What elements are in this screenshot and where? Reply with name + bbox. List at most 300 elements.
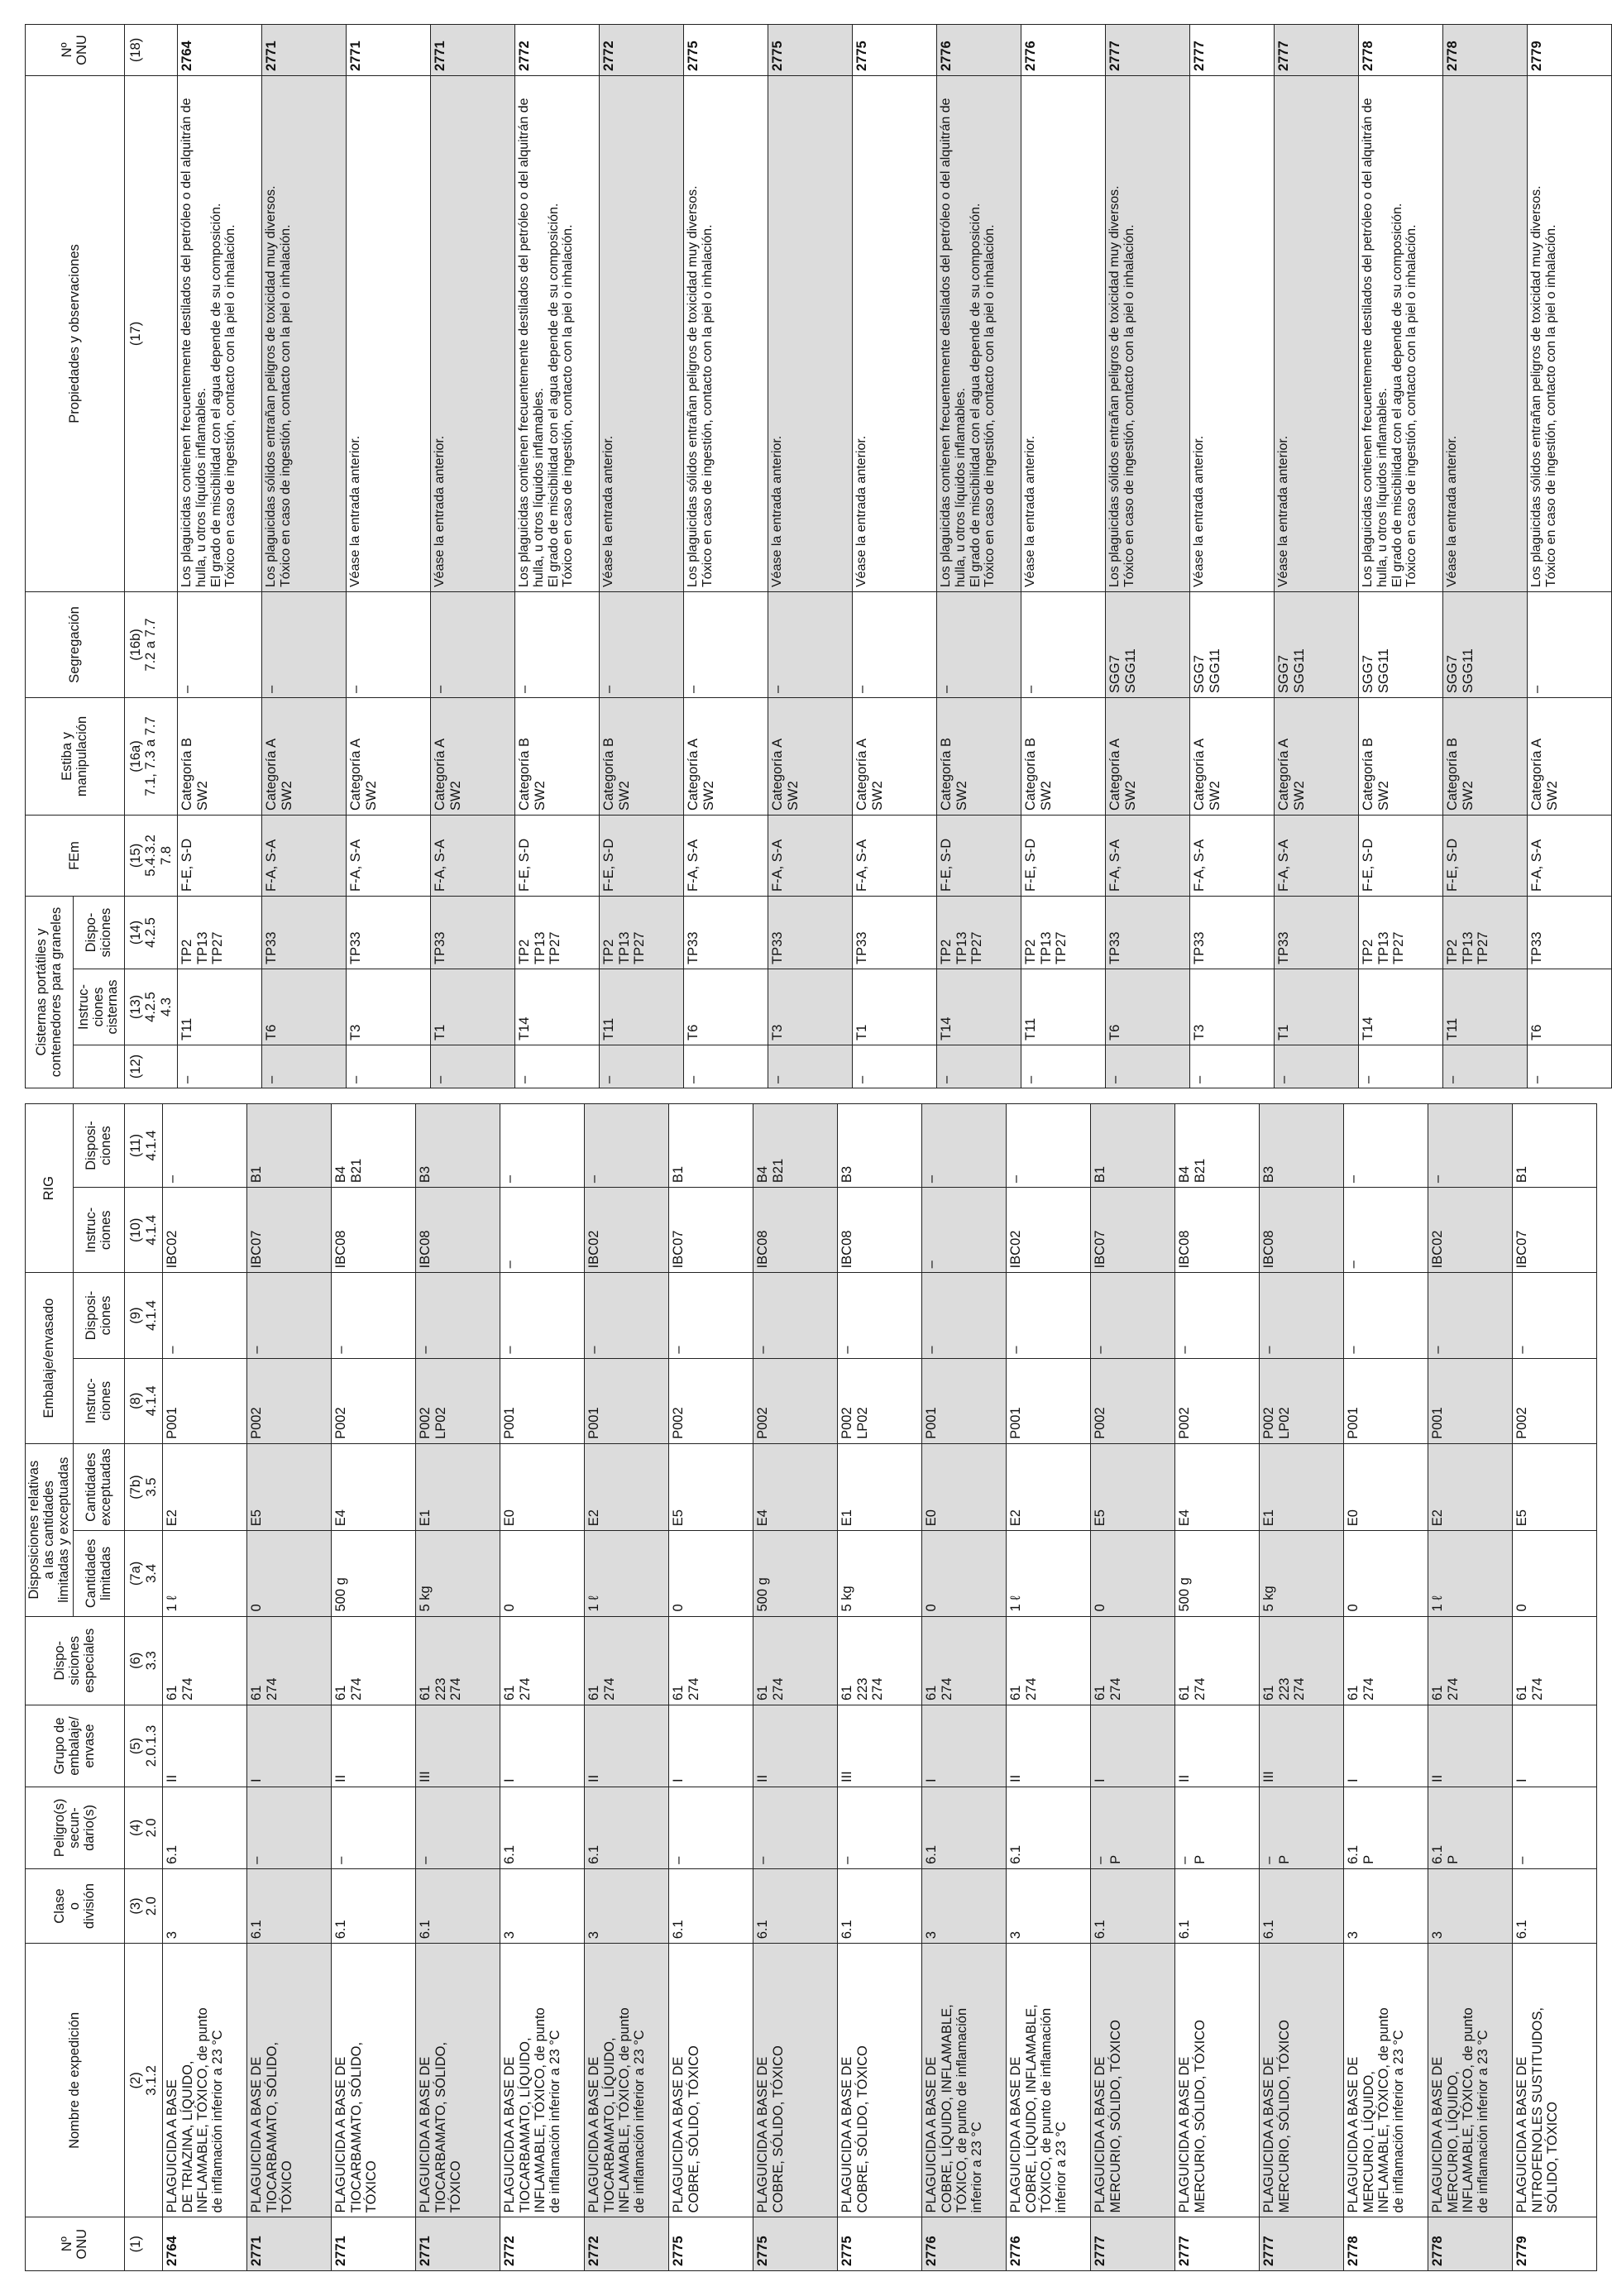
cell-peligro: – — [416, 1787, 500, 1868]
table-row — [1513, 1104, 1597, 2271]
cell-cisterna-instrucciones: T1 — [853, 969, 937, 1045]
cell-cisterna-instrucciones: T11 — [1021, 969, 1106, 1045]
colnum-7b: (7b) 3.5 — [125, 1443, 163, 1530]
cell-estiba: Categoría B SW2 — [515, 697, 600, 815]
table-row — [163, 1104, 247, 2271]
table-row — [332, 1104, 416, 2271]
cell-rig-instrucciones: IBC07 — [1513, 1188, 1597, 1273]
cell-disp-especiales: 61 223 274 — [416, 1616, 500, 1705]
cell-emb-instrucciones: P001 — [500, 1358, 585, 1443]
cell-cisterna-instrucciones: T3 — [768, 969, 853, 1045]
cell-nombre: PLAGUICIDA A BASE DE MERCURIO, LÍQUIDO, INFLAMABLE, TÓXICO, de punto de inflamación inferior a 23 °C — [1344, 1944, 1428, 2217]
cell-col12: – — [178, 1045, 262, 1088]
cell-clase: 6.1 — [1091, 1868, 1175, 1943]
cell-cisterna-disposiciones: TP33 — [853, 896, 937, 969]
cell-segregacion: SGG7 SGG11 — [1275, 591, 1359, 697]
cell-onu: 2778 — [1344, 2217, 1428, 2271]
cell-emb-disposiciones: – — [163, 1273, 247, 1358]
cell-col12: – — [1528, 1045, 1612, 1088]
cell-propiedades: Los plaguicidas contienen frecuentemente destilados del petróleo o del alquitrán de hulla, u otros líquidos inflamables. El grado de miscibilidad con el agua depende de su composición. Tóxico en caso de ingestión, contacto con la piel o inhalación. — [937, 75, 1021, 591]
cell-rig-instrucciones: – — [1344, 1188, 1428, 1273]
cell-onu-right: 2772 — [515, 24, 600, 75]
table-row — [431, 24, 515, 1088]
cell-onu: 2777 — [1260, 2217, 1344, 2271]
table-row — [937, 24, 1021, 1088]
cell-grupo: III — [1260, 1705, 1344, 1787]
cell-rig-instrucciones: IBC08 — [416, 1188, 500, 1273]
cell-emb-instrucciones: P002 LP02 — [1260, 1358, 1344, 1443]
cell-clase: 6.1 — [753, 1868, 838, 1943]
cell-clase: 6.1 — [1175, 1868, 1260, 1943]
cell-clase: 3 — [163, 1868, 247, 1943]
cell-col12: – — [853, 1045, 937, 1088]
cell-onu-right: 2772 — [600, 24, 684, 75]
cell-cisterna-instrucciones: T11 — [1443, 969, 1528, 1045]
cell-cant-limitadas: 5 kg — [1260, 1531, 1344, 1616]
header-emb-disposiciones: Disposi- ciones — [74, 1273, 125, 1358]
header-cant-exceptuadas: Cantidades exceptuadas — [74, 1443, 125, 1530]
cell-grupo: I — [922, 1705, 1007, 1787]
cell-rig-instrucciones: IBC07 — [1091, 1188, 1175, 1273]
cell-cant-limitadas: 5 kg — [416, 1531, 500, 1616]
cell-cant-limitadas: 0 — [247, 1531, 332, 1616]
cell-emb-disposiciones: – — [922, 1273, 1007, 1358]
cell-emb-instrucciones: P001 — [1007, 1358, 1091, 1443]
table-row — [262, 24, 347, 1088]
cell-rig-disposiciones: – — [1007, 1104, 1091, 1188]
cell-grupo: II — [1428, 1705, 1513, 1787]
cell-cisterna-disposiciones: TP33 — [431, 896, 515, 969]
cell-segregacion: – — [937, 591, 1021, 697]
cell-cant-limitadas: 500 g — [1175, 1531, 1260, 1616]
cell-cant-limitadas: 5 kg — [838, 1531, 922, 1616]
cell-estiba: Categoría B SW2 — [1021, 697, 1106, 815]
cell-cisterna-disposiciones: TP33 — [1106, 896, 1190, 969]
cell-emb-instrucciones: P002 — [332, 1358, 416, 1443]
cell-emb-instrucciones: P002 — [247, 1358, 332, 1443]
cell-grupo: I — [1091, 1705, 1175, 1787]
cell-nombre: PLAGUICIDA A BASE DE TIOCARBAMATO, SÓLIDO, TÓXICO — [332, 1944, 416, 2217]
cell-disp-especiales: 61 274 — [1344, 1616, 1428, 1705]
table-row — [838, 1104, 922, 2271]
cell-segregacion: – — [262, 591, 347, 697]
cell-nombre: PLAGUICIDA A BASE DE COBRE, SÓLIDO, TÓXICO — [669, 1944, 753, 2217]
cell-disp-especiales: 61 274 — [163, 1616, 247, 1705]
cell-segregacion: – — [431, 591, 515, 697]
cell-peligro: – — [838, 1787, 922, 1868]
cell-estiba: Categoría A SW2 — [768, 697, 853, 815]
cell-onu: 2775 — [753, 2217, 838, 2271]
cell-propiedades: Véase la entrada anterior. — [768, 75, 853, 591]
cell-cant-exceptuadas: E0 — [500, 1443, 585, 1530]
cell-fem: F-E, S-D — [937, 815, 1021, 896]
header-emb-instrucciones: Instruc- ciones — [74, 1358, 125, 1443]
cell-onu: 2771 — [247, 2217, 332, 2271]
cell-clase: 3 — [585, 1868, 669, 1943]
cell-onu: 2776 — [1007, 2217, 1091, 2271]
colnum-4: (4) 2.0 — [125, 1787, 163, 1868]
header-grupo: Grupo de embalaje/ envase — [26, 1705, 125, 1787]
cell-emb-instrucciones: P002 — [1175, 1358, 1260, 1443]
table-row — [500, 1104, 585, 2271]
cell-disp-especiales: 61 223 274 — [1260, 1616, 1344, 1705]
cell-estiba: Categoría B SW2 — [1359, 697, 1443, 815]
header-rig-instrucciones: Instruc- ciones — [74, 1188, 125, 1273]
cell-segregacion: SGG7 SGG11 — [1359, 591, 1443, 697]
cell-emb-instrucciones: P002 LP02 — [416, 1358, 500, 1443]
cell-fem: F-E, S-D — [515, 815, 600, 896]
cell-fem: F-E, S-D — [1359, 815, 1443, 896]
cell-peligro: – P — [1175, 1787, 1260, 1868]
cell-disp-especiales: 61 274 — [500, 1616, 585, 1705]
header-propiedades: Propiedades y observaciones — [26, 75, 125, 591]
cell-fem: F-A, S-A — [684, 815, 768, 896]
cell-onu-right: 2776 — [937, 24, 1021, 75]
table-row — [1359, 24, 1443, 1088]
cell-cant-limitadas: 1 ℓ — [1007, 1531, 1091, 1616]
dangerous-goods-table-left — [25, 1103, 1597, 2271]
cell-col12: – — [347, 1045, 431, 1088]
colnum-2: (2) 3.1.2 — [125, 1944, 163, 2217]
cell-cisterna-disposiciones: TP2 TP13 TP27 — [1021, 896, 1106, 969]
cell-cant-limitadas: 0 — [1091, 1531, 1175, 1616]
cell-rig-instrucciones: IBC08 — [1260, 1188, 1344, 1273]
cell-clase: 3 — [1344, 1868, 1428, 1943]
table-row — [853, 24, 937, 1088]
cell-cant-limitadas: 500 g — [332, 1531, 416, 1616]
cell-peligro: – — [247, 1787, 332, 1868]
cell-disp-especiales: 61 274 — [1091, 1616, 1175, 1705]
cell-grupo: III — [838, 1705, 922, 1787]
cell-cisterna-disposiciones: TP2 TP13 TP27 — [937, 896, 1021, 969]
header-rig: RIG — [26, 1104, 74, 1273]
cell-segregacion: SGG7 SGG11 — [1190, 591, 1275, 697]
cell-onu-right: 2779 — [1528, 24, 1612, 75]
cell-rig-disposiciones: – — [922, 1104, 1007, 1188]
cell-onu: 2772 — [585, 2217, 669, 2271]
cell-grupo: II — [1007, 1705, 1091, 1787]
cell-cant-exceptuadas: E1 — [416, 1443, 500, 1530]
cell-col12: – — [431, 1045, 515, 1088]
cell-emb-disposiciones: – — [332, 1273, 416, 1358]
cell-cisterna-disposiciones: TP33 — [1190, 896, 1275, 969]
header-peligro: Peligro(s) secun- dario(s) — [26, 1787, 125, 1868]
cell-col12: – — [937, 1045, 1021, 1088]
cell-emb-disposiciones: – — [247, 1273, 332, 1358]
cell-rig-disposiciones: B4 B21 — [753, 1104, 838, 1188]
cell-propiedades: Véase la entrada anterior. — [347, 75, 431, 591]
cell-nombre: PLAGUICIDA A BASE DE TIOCARBAMATO, LÍQUIDO, INFLAMABLE, TÓXICO, de punto de inflamación inferior a 23 °C — [585, 1944, 669, 2217]
cell-cisterna-disposiciones: TP33 — [1528, 896, 1612, 969]
cell-clase: 6.1 — [416, 1868, 500, 1943]
cell-disp-especiales: 61 274 — [1007, 1616, 1091, 1705]
cell-grupo: II — [1175, 1705, 1260, 1787]
cell-grupo: I — [1344, 1705, 1428, 1787]
header-col12-blank — [74, 1045, 125, 1088]
cell-propiedades: Véase la entrada anterior. — [1190, 75, 1275, 591]
cell-peligro: – P — [1091, 1787, 1175, 1868]
cell-cant-limitadas: 0 — [1513, 1531, 1597, 1616]
cell-onu: 2772 — [500, 2217, 585, 2271]
cell-cant-exceptuadas: E2 — [585, 1443, 669, 1530]
cell-nombre: PLAGUICIDA A BASE DE TIOCARBAMATO, SÓLIDO, TÓXICO — [247, 1944, 332, 2217]
cell-cant-limitadas: 0 — [500, 1531, 585, 1616]
cell-cant-limitadas: 1 ℓ — [1428, 1531, 1513, 1616]
cell-nombre: PLAGUICIDA A BASE DE COBRE, LÍQUIDO, INFLAMABLE, TÓXICO, de punto de inflamación inferior a 23 °C — [1007, 1944, 1091, 2217]
cell-estiba: Categoría A SW2 — [1106, 697, 1190, 815]
cell-estiba: Categoría A SW2 — [1190, 697, 1275, 815]
cell-segregacion: – — [684, 591, 768, 697]
cell-nombre: PLAGUICIDA A BASE DE COBRE, SÓLIDO, TÓXICO — [838, 1944, 922, 2217]
cell-estiba: Categoría A SW2 — [1528, 697, 1612, 815]
cell-rig-instrucciones: IBC08 — [332, 1188, 416, 1273]
cell-col12: – — [1359, 1045, 1443, 1088]
colnum-18: (18) — [125, 24, 178, 75]
cell-onu-right: 2771 — [262, 24, 347, 75]
header-onu: Nº ONU — [26, 2217, 125, 2271]
cell-disp-especiales: 61 274 — [669, 1616, 753, 1705]
cell-emb-instrucciones: P001 — [922, 1358, 1007, 1443]
cell-nombre: PLAGUICIDA A BASE DE MERCURIO, LÍQUIDO, INFLAMABLE, TÓXICO, de punto de inflamación inferior a 23 °C — [1428, 1944, 1513, 2217]
cell-rig-instrucciones: – — [922, 1188, 1007, 1273]
cell-emb-instrucciones: P001 — [163, 1358, 247, 1443]
cell-cisterna-disposiciones: TP33 — [768, 896, 853, 969]
cell-propiedades: Véase la entrada anterior. — [853, 75, 937, 591]
cell-onu: 2776 — [922, 2217, 1007, 2271]
table-row — [347, 24, 431, 1088]
cell-grupo: I — [669, 1705, 753, 1787]
cell-emb-disposiciones: – — [669, 1273, 753, 1358]
cell-emb-disposiciones: – — [585, 1273, 669, 1358]
cell-cisterna-disposiciones: TP33 — [1275, 896, 1359, 969]
cell-nombre: PLAGUICIDA A BASE DE TRIAZINA, LÍQUIDO, INFLAMABLE, TÓXICO, de punto de inflamación inferior a 23 °C — [163, 1944, 247, 2217]
cell-emb-disposiciones: – — [500, 1273, 585, 1358]
cell-nombre: PLAGUICIDA A BASE DE COBRE, LÍQUIDO, INFLAMABLE, TÓXICO, de punto de inflamación inferior a 23 °C — [922, 1944, 1007, 2217]
table-row — [1007, 1104, 1091, 2271]
cell-onu: 2777 — [1175, 2217, 1260, 2271]
cell-grupo: I — [247, 1705, 332, 1787]
colnum-1: (1) — [125, 2217, 163, 2271]
cell-col12: – — [1106, 1045, 1190, 1088]
cell-segregacion: SGG7 SGG11 — [1443, 591, 1528, 697]
cell-nombre: PLAGUICIDA A BASE DE COBRE, SÓLIDO, TÓXICO — [753, 1944, 838, 2217]
cell-cant-limitadas: 0 — [922, 1531, 1007, 1616]
cell-segregacion: SGG7 SGG11 — [1106, 591, 1190, 697]
cell-onu-right: 2777 — [1106, 24, 1190, 75]
cell-cant-exceptuadas: E5 — [247, 1443, 332, 1530]
colnum-6: (6) 3.3 — [125, 1616, 163, 1705]
cell-rig-instrucciones: IBC07 — [669, 1188, 753, 1273]
cell-peligro: 6.1 — [922, 1787, 1007, 1868]
cell-clase: 6.1 — [838, 1868, 922, 1943]
cell-cisterna-instrucciones: T14 — [937, 969, 1021, 1045]
cell-onu-right: 2771 — [347, 24, 431, 75]
colnum-8: (8) 4.1.4 — [125, 1358, 163, 1443]
cell-rig-instrucciones: IBC02 — [585, 1188, 669, 1273]
colnum-16b: (16b) 7.2 a 7.7 — [125, 591, 178, 697]
cell-rig-instrucciones: IBC02 — [163, 1188, 247, 1273]
cell-rig-disposiciones: – — [500, 1104, 585, 1188]
cell-cisterna-disposiciones: TP33 — [347, 896, 431, 969]
table-row — [1275, 24, 1359, 1088]
cell-rig-disposiciones: B1 — [1513, 1104, 1597, 1188]
cell-propiedades: Véase la entrada anterior. — [600, 75, 684, 591]
cell-onu-right: 2778 — [1359, 24, 1443, 75]
cell-rig-instrucciones: – — [500, 1188, 585, 1273]
cell-col12: – — [515, 1045, 600, 1088]
cell-clase: 3 — [922, 1868, 1007, 1943]
cell-col12: – — [262, 1045, 347, 1088]
cell-propiedades: Los plaguicidas sólidos entrañan peligros de toxicidad muy diversos. Tóxico en caso de ingestión, contacto con la piel o inhalación. — [1106, 75, 1190, 591]
cell-disp-especiales: 61 274 — [585, 1616, 669, 1705]
cell-estiba: Categoría A SW2 — [262, 697, 347, 815]
table-row — [600, 24, 684, 1088]
cell-rig-disposiciones: – — [1344, 1104, 1428, 1188]
cell-cisterna-instrucciones: T14 — [515, 969, 600, 1045]
cell-fem: F-E, S-D — [178, 815, 262, 896]
cell-col12: – — [1275, 1045, 1359, 1088]
cell-onu: 2779 — [1513, 2217, 1597, 2271]
cell-nombre: PLAGUICIDA A BASE DE MERCURIO, SÓLIDO, TÓXICO — [1175, 1944, 1260, 2217]
cell-disp-especiales: 61 223 274 — [838, 1616, 922, 1705]
cell-segregacion: – — [768, 591, 853, 697]
cell-cisterna-disposiciones: TP2 TP13 TP27 — [600, 896, 684, 969]
cell-cant-limitadas: 0 — [669, 1531, 753, 1616]
cell-cant-exceptuadas: E2 — [1007, 1443, 1091, 1530]
table-row — [1175, 1104, 1260, 2271]
cell-emb-instrucciones: P001 — [1344, 1358, 1428, 1443]
cell-propiedades: Véase la entrada anterior. — [1443, 75, 1528, 591]
cell-estiba: Categoría A SW2 — [431, 697, 515, 815]
cell-peligro: – — [669, 1787, 753, 1868]
cell-peligro: – — [1513, 1787, 1597, 1868]
cell-grupo: II — [332, 1705, 416, 1787]
cell-fem: F-A, S-A — [1528, 815, 1612, 896]
cell-propiedades: Véase la entrada anterior. — [1275, 75, 1359, 591]
cell-col12: – — [600, 1045, 684, 1088]
cell-cisterna-disposiciones: TP2 TP13 TP27 — [178, 896, 262, 969]
cell-clase: 6.1 — [247, 1868, 332, 1943]
table-row — [1443, 24, 1528, 1088]
cell-cisterna-instrucciones: T3 — [1190, 969, 1275, 1045]
colnum-15: (15) 5.4.3.2 7.8 — [125, 815, 178, 896]
cell-peligro: 6.1 — [500, 1787, 585, 1868]
table-row — [585, 1104, 669, 2271]
cell-grupo: I — [1513, 1705, 1597, 1787]
cell-fem: F-A, S-A — [431, 815, 515, 896]
cell-disp-especiales: 61 274 — [1428, 1616, 1513, 1705]
cell-fem: F-A, S-A — [768, 815, 853, 896]
cell-propiedades: Los plaguicidas sólidos entrañan peligros de toxicidad muy diversos. Tóxico en caso de ingestión, contacto con la piel o inhalación. — [684, 75, 768, 591]
cell-cisterna-instrucciones: T3 — [347, 969, 431, 1045]
header-cisternas: Cisternas portátiles y contenedores para graneles — [26, 896, 74, 1088]
cell-rig-instrucciones: IBC08 — [753, 1188, 838, 1273]
cell-cisterna-disposiciones: TP2 TP13 TP27 — [1359, 896, 1443, 969]
cell-segregacion: – — [853, 591, 937, 697]
cell-fem: F-A, S-A — [853, 815, 937, 896]
cell-nombre: PLAGUICIDA A BASE DE TIOCARBAMATO, SÓLIDO, TÓXICO — [416, 1944, 500, 2217]
cell-cant-exceptuadas: E4 — [1175, 1443, 1260, 1530]
table-right-body — [178, 24, 1612, 1088]
cell-segregacion: – — [178, 591, 262, 697]
cell-cisterna-instrucciones: T6 — [1528, 969, 1612, 1045]
colnum-3: (3) 2.0 — [125, 1868, 163, 1943]
header-cant-limitadas: Cantidades limitadas — [74, 1531, 125, 1616]
header-cisternas-instrucciones: Instruc- ciones cisternas — [74, 969, 125, 1045]
header-disp-especiales: Dispo- siciones especiales — [26, 1616, 125, 1705]
table-right-wrapper — [25, 25, 1612, 1088]
cell-peligro: 6.1 — [1007, 1787, 1091, 1868]
table-row — [1021, 24, 1106, 1088]
cell-rig-instrucciones: IBC02 — [1428, 1188, 1513, 1273]
cell-segregacion: – — [1021, 591, 1106, 697]
cell-grupo: II — [585, 1705, 669, 1787]
cell-fem: F-E, S-D — [600, 815, 684, 896]
cell-cisterna-disposiciones: TP33 — [684, 896, 768, 969]
header-segregacion: Segregación — [26, 591, 125, 697]
cell-onu-right: 2775 — [684, 24, 768, 75]
cell-rig-instrucciones: IBC08 — [838, 1188, 922, 1273]
cell-onu: 2778 — [1428, 2217, 1513, 2271]
cell-cant-exceptuadas: E2 — [163, 1443, 247, 1530]
cell-onu: 2771 — [416, 2217, 500, 2271]
cell-peligro: 6.1 — [585, 1787, 669, 1868]
cell-clase: 6.1 — [669, 1868, 753, 1943]
table-row — [768, 24, 853, 1088]
cell-col12: – — [1021, 1045, 1106, 1088]
cell-col12: – — [768, 1045, 853, 1088]
cell-estiba: Categoría B SW2 — [600, 697, 684, 815]
cell-grupo: III — [416, 1705, 500, 1787]
cell-emb-instrucciones: P001 — [585, 1358, 669, 1443]
cell-rig-disposiciones: B1 — [247, 1104, 332, 1188]
cell-segregacion: – — [347, 591, 431, 697]
cell-onu-right: 2775 — [768, 24, 853, 75]
colnum-9: (9) 4.1.4 — [125, 1273, 163, 1358]
cell-emb-disposiciones: – — [1428, 1273, 1513, 1358]
cell-grupo: I — [500, 1705, 585, 1787]
header-fem: FEm — [26, 815, 125, 896]
cell-onu: 2775 — [669, 2217, 753, 2271]
cell-cant-limitadas: 1 ℓ — [163, 1531, 247, 1616]
cell-peligro: 6.1 P — [1344, 1787, 1428, 1868]
cell-cant-exceptuadas: E1 — [1260, 1443, 1344, 1530]
table-row — [1428, 1104, 1513, 2271]
colnum-7a: (7a) 3.4 — [125, 1531, 163, 1616]
table-row — [922, 1104, 1007, 2271]
cell-emb-disposiciones: – — [838, 1273, 922, 1358]
cell-fem: F-A, S-A — [1275, 815, 1359, 896]
cell-propiedades: Véase la entrada anterior. — [431, 75, 515, 591]
colnum-13: (13) 4.2.5 4.3 — [125, 969, 178, 1045]
header-embalaje: Embalaje/envasado — [26, 1273, 74, 1443]
cell-peligro: – — [332, 1787, 416, 1868]
cell-estiba: Categoría A SW2 — [1275, 697, 1359, 815]
cell-estiba: Categoría B SW2 — [178, 697, 262, 815]
cell-cant-limitadas: 1 ℓ — [585, 1531, 669, 1616]
table-row — [1190, 24, 1275, 1088]
cell-onu-right: 2764 — [178, 24, 262, 75]
header-clase: Clase o división — [26, 1868, 125, 1943]
table-row — [684, 24, 768, 1088]
cell-cisterna-instrucciones: T6 — [262, 969, 347, 1045]
cell-nombre: PLAGUICIDA A BASE DE MERCURIO, SÓLIDO, TÓXICO — [1091, 1944, 1175, 2217]
cell-nombre: PLAGUICIDA A BASE DE NITROFENOLES SUSTITUIDOS, SÓLIDO, TÓXICO — [1513, 1944, 1597, 2217]
table-row — [753, 1104, 838, 2271]
cell-cisterna-instrucciones: T6 — [1106, 969, 1190, 1045]
cell-estiba: Categoría A SW2 — [684, 697, 768, 815]
colnum-11: (11) 4.1.4 — [125, 1104, 163, 1188]
